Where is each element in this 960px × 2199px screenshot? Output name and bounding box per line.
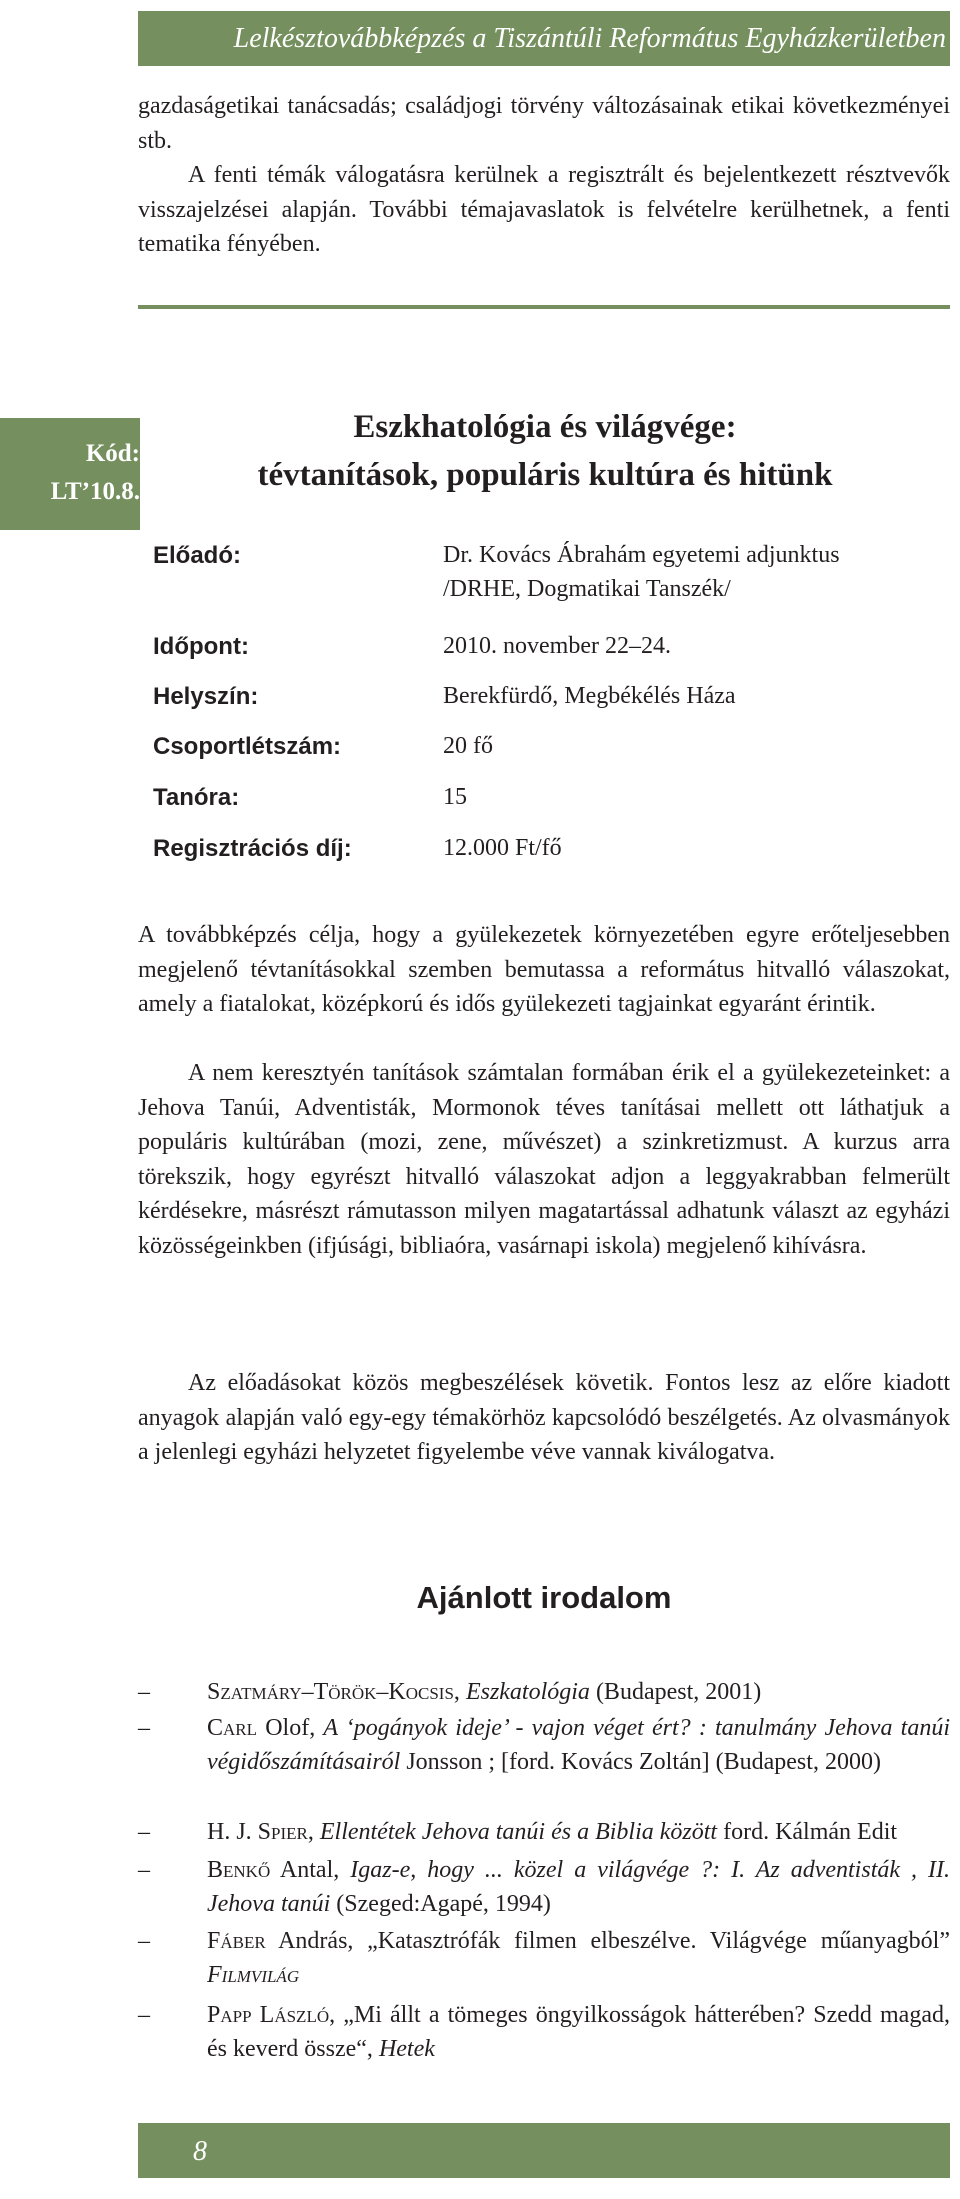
reference-dash: – — [138, 1715, 150, 1741]
fee-label: Regisztrációs díj: — [153, 835, 352, 862]
hours-value: 15 — [443, 784, 467, 810]
body-paragraph-2: A nem keresztyén tanítások számtalan formában érik el a gyülekezeteinket: a Jehova Tanúi, Adventisták, Mormonok téves tanításai mellett ott láthatjuk a populáris kultúrában (mozi, zene, művészet) a szinkretizmust. A kurzus arra törekszik, hogy egyrészt hitvalló válaszokat adjon a leggyakrabban felmerült kérdésekre, másrészt rámutasson milyen magatartással adhatunk választ az egyházi közösségeinkben (ifjúsági, bibliaóra, vasárnapi iskola) megjelenő kihívásra. — [138, 1060, 950, 1259]
group-size-label: Csoportlétszám: — [153, 733, 342, 760]
hours-label: Tanóra: — [153, 784, 240, 811]
course-title-line-1: Eszkhatológia és világvége: — [353, 409, 737, 445]
body-paragraph-1: A továbbképzés célja, hogy a gyülekezetek környezetében egyre erőteljesebben megjelenő tévtanításokkal szemben bemutassa a református hitvalló válaszokat, amely a fiatalokat, középkorú és idős gyülekezeti tagjainkat egyaránt érintik. — [138, 922, 950, 1017]
intro-paragraph-2: A fenti témák válogatásra kerülnek a regisztrált és bejelentkezett résztvevők visszajelzései alapján. További témajavaslatok is felvételre kerülhetnek, a fenti tematika fényében. — [138, 162, 950, 257]
reference-text: Szatmáry–Török–Kocsis, Eszkatológia (Budapest, 2001) — [207, 1679, 762, 1705]
page-footer — [138, 2123, 950, 2178]
reference-text: Carl Olof, A ‘pogányok ideje’ - vajon véget ért? : tanulmány Jehova tanúi végidőszámításairól Jonsson ; [ford. Kovács Zoltán] (Budapest, 2000) — [207, 1715, 950, 1775]
reference-text: H. J. Spier, Ellentétek Jehova tanúi és a Biblia között ford. Kálmán Edit — [207, 1819, 898, 1845]
reference-dash: – — [138, 1819, 150, 1845]
course-code-badge — [0, 418, 140, 530]
presenter-value-line-2: /DRHE, Dogmatikai Tanszék/ — [443, 576, 731, 602]
presenter-label: Előadó: — [153, 542, 241, 569]
references-heading: Ajánlott irodalom — [416, 1580, 672, 1615]
reference-text: Papp László, „Mi állt a tömeges öngyilkosságok hátterében? Szedd magad, és keverd össze“, Hetek — [207, 2002, 950, 2062]
page-number: 8 — [193, 2136, 207, 2167]
course-title-line-2: tévtanítások, populáris kultúra és hitünk — [257, 457, 833, 493]
reference-dash: – — [138, 1857, 150, 1883]
intro-paragraph-1: gazdaságetikai tanácsadás; családjogi törvény változásainak etikai következményei stb. — [138, 93, 950, 154]
course-code: LT’10.8. — [50, 478, 140, 505]
reference-text: Benkő Antal, Igaz-e, hogy ... közel a világvége ?: I. Az adventisták , II. Jehova tanúi (Szeged:Agapé, 1994) — [207, 1857, 950, 1917]
reference-dash: – — [138, 1679, 150, 1705]
reference-dash: – — [138, 2002, 150, 2028]
body-paragraph-3: Az előadásokat közös megbeszélések követik. Fontos lesz az előre kiadott anyagok alapján való egy-egy témakörhöz kapcsolódó beszélgetés. Az olvasmányok a jelenlegi egyházi helyzetet figyelembe véve vannak kiválogatva. — [138, 1370, 950, 1465]
reference-dash: – — [138, 1928, 150, 1954]
running-header-title: Lelkésztovábbképzés a Tiszántúli Református Egyházkerületben — [233, 23, 946, 54]
fee-value: 12.000 Ft/fő — [443, 835, 562, 861]
presenter-value-line-1: Dr. Kovács Ábrahám egyetemi adjunktus — [443, 542, 840, 568]
group-size-value: 20 fő — [443, 733, 493, 759]
course-code-label: Kód: — [85, 440, 140, 467]
reference-text: Fáber András, „Katasztrófák filmen elbeszélve. Világvége műanyagból” Filmvilág — [207, 1928, 950, 1988]
section-divider — [138, 305, 950, 309]
date-label: Időpont: — [153, 633, 249, 660]
date-value: 2010. november 22–24. — [443, 633, 671, 659]
venue-label: Helyszín: — [153, 683, 259, 710]
running-header — [138, 11, 950, 66]
venue-value: Berekfürdő, Megbékélés Háza — [443, 683, 736, 709]
